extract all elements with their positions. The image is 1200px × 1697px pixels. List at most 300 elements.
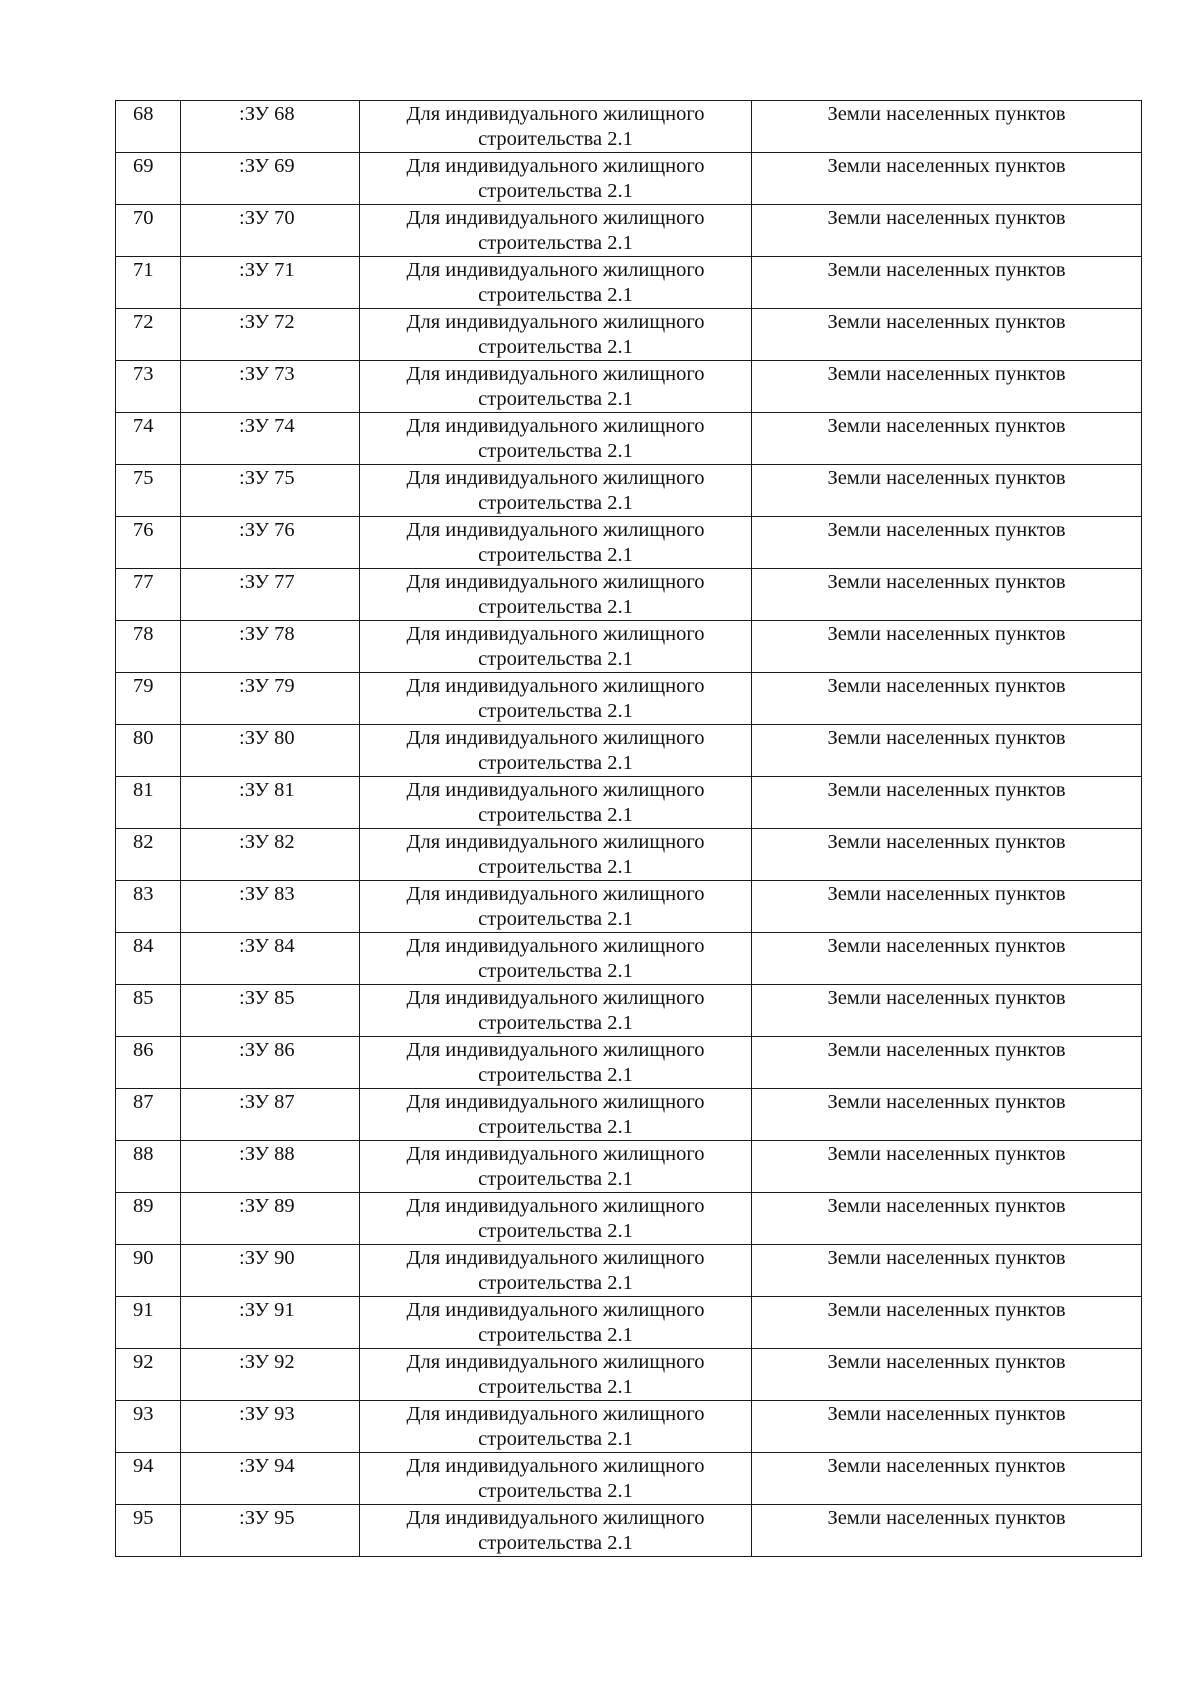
permitted-use-cell <box>360 673 752 725</box>
permitted-use <box>360 777 751 828</box>
table-row <box>116 933 1142 985</box>
land-category: Земли населенных пунктов <box>827 1507 1066 1529</box>
plot-code-cell <box>181 621 360 673</box>
row-number: 81 <box>133 779 154 801</box>
permitted-use-line-2: строительства 2.1 <box>478 752 633 774</box>
permitted-use-line-2: строительства 2.1 <box>478 804 633 826</box>
permitted-use-line-1: Для индивидуального жилищного <box>406 1247 705 1269</box>
land-category: Земли населенных пунктов <box>827 1247 1066 1269</box>
permitted-use-line-1: Для индивидуального жилищного <box>406 623 705 645</box>
row-number-cell <box>116 569 181 621</box>
plot-code-cell <box>181 985 360 1037</box>
permitted-use-cell <box>360 1453 752 1505</box>
permitted-use-line-2: строительства 2.1 <box>478 1220 633 1242</box>
permitted-use <box>360 413 751 464</box>
land-category-cell <box>752 1297 1142 1349</box>
permitted-use <box>360 257 751 308</box>
permitted-use <box>360 829 751 880</box>
plot-code-cell <box>181 1505 360 1557</box>
plot-code-cell <box>181 829 360 881</box>
plot-code-cell <box>181 777 360 829</box>
row-number-cell <box>116 621 181 673</box>
plot-code-cell <box>181 725 360 777</box>
permitted-use-cell <box>360 465 752 517</box>
permitted-use-line-2: строительства 2.1 <box>478 1428 633 1450</box>
plot-code: :ЗУ 91 <box>239 1299 295 1321</box>
table-row <box>116 725 1142 777</box>
plot-code-cell <box>181 205 360 257</box>
permitted-use-cell <box>360 101 752 153</box>
permitted-use <box>360 1297 751 1348</box>
plot-code-cell <box>181 1245 360 1297</box>
permitted-use-cell <box>360 1193 752 1245</box>
row-number: 88 <box>133 1143 154 1165</box>
row-number-cell <box>116 257 181 309</box>
land-category: Земли населенных пунктов <box>827 1039 1066 1061</box>
row-number-cell <box>116 153 181 205</box>
row-number-cell <box>116 1505 181 1557</box>
row-number-cell <box>116 101 181 153</box>
plot-code: :ЗУ 80 <box>239 727 295 749</box>
permitted-use-line-2: строительства 2.1 <box>478 440 633 462</box>
table-row <box>116 1037 1142 1089</box>
plot-code-cell <box>181 1089 360 1141</box>
row-number-cell <box>116 1453 181 1505</box>
permitted-use-line-2: строительства 2.1 <box>478 128 633 150</box>
permitted-use-line-1: Для индивидуального жилищного <box>406 363 705 385</box>
permitted-use <box>360 621 751 672</box>
permitted-use-cell <box>360 1297 752 1349</box>
land-category-cell <box>752 465 1142 517</box>
plot-code: :ЗУ 78 <box>239 623 295 645</box>
row-number: 69 <box>133 155 154 177</box>
row-number: 73 <box>133 363 154 385</box>
plot-code: :ЗУ 69 <box>239 155 295 177</box>
plot-code-cell <box>181 1037 360 1089</box>
plot-code: :ЗУ 68 <box>239 103 295 125</box>
permitted-use-cell <box>360 257 752 309</box>
permitted-use <box>360 1401 751 1452</box>
row-number: 82 <box>133 831 154 853</box>
plot-code: :ЗУ 74 <box>239 415 295 437</box>
row-number-cell <box>116 309 181 361</box>
plot-code: :ЗУ 72 <box>239 311 295 333</box>
permitted-use-line-2: строительства 2.1 <box>478 336 633 358</box>
row-number-cell <box>116 1037 181 1089</box>
permitted-use <box>360 1141 751 1192</box>
permitted-use-cell <box>360 205 752 257</box>
land-category: Земли населенных пунктов <box>827 1351 1066 1373</box>
plot-code-cell <box>181 673 360 725</box>
plot-code: :ЗУ 87 <box>239 1091 295 1113</box>
plot-code: :ЗУ 75 <box>239 467 295 489</box>
row-number: 77 <box>133 571 154 593</box>
land-category: Земли населенных пунктов <box>827 259 1066 281</box>
permitted-use-cell <box>360 1037 752 1089</box>
land-category-cell <box>752 1505 1142 1557</box>
permitted-use-line-2: строительства 2.1 <box>478 492 633 514</box>
permitted-use-line-1: Для индивидуального жилищного <box>406 571 705 593</box>
permitted-use-line-1: Для индивидуального жилищного <box>406 155 705 177</box>
table-row <box>116 101 1142 153</box>
land-category: Земли населенных пунктов <box>827 1143 1066 1165</box>
row-number-cell <box>116 1349 181 1401</box>
land-category-cell <box>752 725 1142 777</box>
row-number: 95 <box>133 1507 154 1529</box>
row-number-cell <box>116 361 181 413</box>
row-number: 75 <box>133 467 154 489</box>
permitted-use <box>360 1193 751 1244</box>
permitted-use-line-1: Для индивидуального жилищного <box>406 987 705 1009</box>
table-row <box>116 1297 1142 1349</box>
table-row <box>116 1401 1142 1453</box>
plot-code-cell <box>181 1141 360 1193</box>
permitted-use-line-2: строительства 2.1 <box>478 596 633 618</box>
table-row <box>116 205 1142 257</box>
land-category: Земли населенных пунктов <box>827 675 1066 697</box>
row-number-cell <box>116 1297 181 1349</box>
land-category-cell <box>752 1193 1142 1245</box>
plot-code-cell <box>181 465 360 517</box>
row-number: 87 <box>133 1091 154 1113</box>
permitted-use-cell <box>360 153 752 205</box>
row-number: 83 <box>133 883 154 905</box>
permitted-use-cell <box>360 1401 752 1453</box>
row-number: 92 <box>133 1351 154 1373</box>
land-category-cell <box>752 1349 1142 1401</box>
plot-code-cell <box>181 361 360 413</box>
plot-code: :ЗУ 85 <box>239 987 295 1009</box>
table-row <box>116 1453 1142 1505</box>
permitted-use <box>360 153 751 204</box>
permitted-use <box>360 985 751 1036</box>
permitted-use-line-1: Для индивидуального жилищного <box>406 467 705 489</box>
permitted-use-cell <box>360 1349 752 1401</box>
plot-code-cell <box>181 101 360 153</box>
plot-code-cell <box>181 257 360 309</box>
permitted-use <box>360 933 751 984</box>
land-category: Земли населенных пунктов <box>827 1403 1066 1425</box>
permitted-use <box>360 1349 751 1400</box>
permitted-use-line-2: строительства 2.1 <box>478 1168 633 1190</box>
permitted-use-line-2: строительства 2.1 <box>478 700 633 722</box>
plot-code: :ЗУ 79 <box>239 675 295 697</box>
land-category-cell <box>752 413 1142 465</box>
permitted-use <box>360 101 751 152</box>
land-category: Земли населенных пунктов <box>827 883 1066 905</box>
land-category: Земли населенных пунктов <box>827 1091 1066 1113</box>
land-category-cell <box>752 1089 1142 1141</box>
permitted-use-line-1: Для индивидуального жилищного <box>406 311 705 333</box>
land-category: Земли населенных пунктов <box>827 415 1066 437</box>
row-number-cell <box>116 933 181 985</box>
permitted-use <box>360 465 751 516</box>
table-row <box>116 361 1142 413</box>
row-number: 85 <box>133 987 154 1009</box>
row-number: 74 <box>133 415 154 437</box>
land-category: Земли населенных пунктов <box>827 831 1066 853</box>
land-category: Земли населенных пунктов <box>827 1455 1066 1477</box>
row-number: 90 <box>133 1247 154 1269</box>
plot-code: :ЗУ 71 <box>239 259 295 281</box>
permitted-use-line-1: Для индивидуального жилищного <box>406 259 705 281</box>
table-row <box>116 309 1142 361</box>
land-category: Земли населенных пунктов <box>827 207 1066 229</box>
plot-code: :ЗУ 90 <box>239 1247 295 1269</box>
row-number: 80 <box>133 727 154 749</box>
land-category-cell <box>752 621 1142 673</box>
land-category: Земли населенных пунктов <box>827 779 1066 801</box>
plot-code-cell <box>181 1297 360 1349</box>
land-category-cell <box>752 1037 1142 1089</box>
table-row <box>116 413 1142 465</box>
row-number: 94 <box>133 1455 154 1477</box>
permitted-use-cell <box>360 1141 752 1193</box>
plot-code: :ЗУ 83 <box>239 883 295 905</box>
permitted-use-line-1: Для индивидуального жилищного <box>406 1351 705 1373</box>
row-number: 79 <box>133 675 154 697</box>
permitted-use <box>360 673 751 724</box>
permitted-use-line-1: Для индивидуального жилищного <box>406 1507 705 1529</box>
permitted-use-line-2: строительства 2.1 <box>478 908 633 930</box>
table-row <box>116 829 1142 881</box>
table-row <box>116 517 1142 569</box>
row-number-cell <box>116 777 181 829</box>
permitted-use-cell <box>360 621 752 673</box>
land-category-cell <box>752 777 1142 829</box>
plot-code: :ЗУ 76 <box>239 519 295 541</box>
row-number: 78 <box>133 623 154 645</box>
plot-code: :ЗУ 86 <box>239 1039 295 1061</box>
permitted-use-line-2: строительства 2.1 <box>478 1376 633 1398</box>
table-row <box>116 1245 1142 1297</box>
row-number-cell <box>116 413 181 465</box>
permitted-use-line-1: Для индивидуального жилищного <box>406 207 705 229</box>
plot-code-cell <box>181 309 360 361</box>
permitted-use <box>360 1453 751 1504</box>
permitted-use <box>360 881 751 932</box>
row-number-cell <box>116 1193 181 1245</box>
permitted-use-cell <box>360 725 752 777</box>
permitted-use-line-1: Для индивидуального жилищного <box>406 1455 705 1477</box>
row-number-cell <box>116 1089 181 1141</box>
table-row <box>116 1141 1142 1193</box>
plot-code: :ЗУ 82 <box>239 831 295 853</box>
permitted-use-line-2: строительства 2.1 <box>478 388 633 410</box>
permitted-use <box>360 517 751 568</box>
land-category: Земли населенных пунктов <box>827 623 1066 645</box>
table-row <box>116 1193 1142 1245</box>
permitted-use-cell <box>360 985 752 1037</box>
row-number: 68 <box>133 103 154 125</box>
row-number: 86 <box>133 1039 154 1061</box>
row-number: 93 <box>133 1403 154 1425</box>
table-row <box>116 777 1142 829</box>
plot-code: :ЗУ 77 <box>239 571 295 593</box>
permitted-use-cell <box>360 1245 752 1297</box>
plot-code: :ЗУ 89 <box>239 1195 295 1217</box>
permitted-use-line-1: Для индивидуального жилищного <box>406 727 705 749</box>
row-number-cell <box>116 517 181 569</box>
permitted-use-cell <box>360 933 752 985</box>
land-category-cell <box>752 1401 1142 1453</box>
permitted-use-line-1: Для индивидуального жилищного <box>406 1299 705 1321</box>
land-category: Земли населенных пунктов <box>827 467 1066 489</box>
permitted-use <box>360 1245 751 1296</box>
table-row <box>116 985 1142 1037</box>
permitted-use-cell <box>360 517 752 569</box>
land-category-cell <box>752 1141 1142 1193</box>
land-category: Земли населенных пунктов <box>827 935 1066 957</box>
permitted-use-line-2: строительства 2.1 <box>478 960 633 982</box>
plot-code: :ЗУ 81 <box>239 779 295 801</box>
land-category-cell <box>752 985 1142 1037</box>
plot-code-cell <box>181 1453 360 1505</box>
permitted-use-line-2: строительства 2.1 <box>478 648 633 670</box>
table-row <box>116 465 1142 517</box>
land-category: Земли населенных пунктов <box>827 1195 1066 1217</box>
permitted-use-line-1: Для индивидуального жилищного <box>406 1195 705 1217</box>
table-row <box>116 1505 1142 1557</box>
permitted-use-line-2: строительства 2.1 <box>478 1272 633 1294</box>
permitted-use-cell <box>360 569 752 621</box>
plot-code-cell <box>181 1193 360 1245</box>
permitted-use-line-2: строительства 2.1 <box>478 1324 633 1346</box>
plot-code-cell <box>181 1401 360 1453</box>
land-category-cell <box>752 153 1142 205</box>
land-category: Земли населенных пунктов <box>827 987 1066 1009</box>
permitted-use-line-1: Для индивидуального жилищного <box>406 1039 705 1061</box>
row-number: 91 <box>133 1299 154 1321</box>
permitted-use-cell <box>360 361 752 413</box>
permitted-use <box>360 205 751 256</box>
land-category-cell <box>752 205 1142 257</box>
land-category: Земли населенных пунктов <box>827 155 1066 177</box>
permitted-use-line-1: Для индивидуального жилищного <box>406 779 705 801</box>
row-number-cell <box>116 1401 181 1453</box>
row-number-cell <box>116 985 181 1037</box>
permitted-use-cell <box>360 413 752 465</box>
permitted-use <box>360 1037 751 1088</box>
table-row <box>116 153 1142 205</box>
permitted-use-line-2: строительства 2.1 <box>478 284 633 306</box>
row-number: 76 <box>133 519 154 541</box>
permitted-use <box>360 1089 751 1140</box>
land-category-cell <box>752 933 1142 985</box>
permitted-use-cell <box>360 881 752 933</box>
plot-code: :ЗУ 94 <box>239 1455 295 1477</box>
permitted-use <box>360 309 751 360</box>
permitted-use-line-1: Для индивидуального жилищного <box>406 831 705 853</box>
permitted-use <box>360 361 751 412</box>
land-plots-table-body <box>116 101 1142 1557</box>
land-category: Земли населенных пунктов <box>827 571 1066 593</box>
permitted-use-cell <box>360 1089 752 1141</box>
plot-code: :ЗУ 73 <box>239 363 295 385</box>
table-row <box>116 1089 1142 1141</box>
land-plots-table <box>115 100 1142 1557</box>
land-category: Земли населенных пунктов <box>827 519 1066 541</box>
row-number-cell <box>116 1141 181 1193</box>
land-category-cell <box>752 309 1142 361</box>
row-number-cell <box>116 1245 181 1297</box>
row-number-cell <box>116 829 181 881</box>
permitted-use-line-1: Для индивидуального жилищного <box>406 675 705 697</box>
permitted-use-line-1: Для индивидуального жилищного <box>406 935 705 957</box>
land-category-cell <box>752 829 1142 881</box>
permitted-use-cell <box>360 829 752 881</box>
permitted-use-line-1: Для индивидуального жилищного <box>406 1091 705 1113</box>
row-number-cell <box>116 725 181 777</box>
land-category-cell <box>752 673 1142 725</box>
plot-code-cell <box>181 881 360 933</box>
table-row <box>116 569 1142 621</box>
permitted-use-cell <box>360 1505 752 1557</box>
table-row <box>116 881 1142 933</box>
land-category: Земли населенных пунктов <box>827 727 1066 749</box>
permitted-use-line-2: строительства 2.1 <box>478 1064 633 1086</box>
land-category-cell <box>752 1245 1142 1297</box>
row-number-cell <box>116 205 181 257</box>
plot-code-cell <box>181 569 360 621</box>
row-number: 70 <box>133 207 154 229</box>
permitted-use-line-1: Для индивидуального жилищного <box>406 415 705 437</box>
permitted-use-line-2: строительства 2.1 <box>478 1480 633 1502</box>
permitted-use-cell <box>360 777 752 829</box>
permitted-use-line-2: строительства 2.1 <box>478 1532 633 1554</box>
row-number-cell <box>116 465 181 517</box>
table-row <box>116 257 1142 309</box>
row-number: 71 <box>133 259 154 281</box>
permitted-use-line-1: Для индивидуального жилищного <box>406 519 705 541</box>
land-category-cell <box>752 569 1142 621</box>
permitted-use-line-2: строительства 2.1 <box>478 1116 633 1138</box>
permitted-use-line-1: Для индивидуального жилищного <box>406 1143 705 1165</box>
plot-code-cell <box>181 153 360 205</box>
land-category-cell <box>752 257 1142 309</box>
permitted-use <box>360 569 751 620</box>
permitted-use-line-1: Для индивидуального жилищного <box>406 883 705 905</box>
plot-code-cell <box>181 517 360 569</box>
plot-code-cell <box>181 933 360 985</box>
plot-code: :ЗУ 93 <box>239 1403 295 1425</box>
row-number: 84 <box>133 935 154 957</box>
permitted-use-cell <box>360 309 752 361</box>
land-category-cell <box>752 361 1142 413</box>
plot-code: :ЗУ 92 <box>239 1351 295 1373</box>
row-number-cell <box>116 673 181 725</box>
permitted-use-line-2: строительства 2.1 <box>478 180 633 202</box>
land-category-cell <box>752 881 1142 933</box>
permitted-use-line-2: строительства 2.1 <box>478 232 633 254</box>
permitted-use <box>360 1505 751 1556</box>
table-row <box>116 673 1142 725</box>
land-category: Земли населенных пунктов <box>827 363 1066 385</box>
permitted-use-line-2: строительства 2.1 <box>478 856 633 878</box>
permitted-use-line-1: Для индивидуального жилищного <box>406 103 705 125</box>
permitted-use-line-2: строительства 2.1 <box>478 544 633 566</box>
land-category: Земли населенных пунктов <box>827 311 1066 333</box>
permitted-use-line-1: Для индивидуального жилищного <box>406 1403 705 1425</box>
plot-code-cell <box>181 1349 360 1401</box>
land-category-cell <box>752 1453 1142 1505</box>
plot-code-cell <box>181 413 360 465</box>
permitted-use-line-2: строительства 2.1 <box>478 1012 633 1034</box>
plot-code: :ЗУ 95 <box>239 1507 295 1529</box>
table-row <box>116 1349 1142 1401</box>
plot-code: :ЗУ 88 <box>239 1143 295 1165</box>
permitted-use <box>360 725 751 776</box>
